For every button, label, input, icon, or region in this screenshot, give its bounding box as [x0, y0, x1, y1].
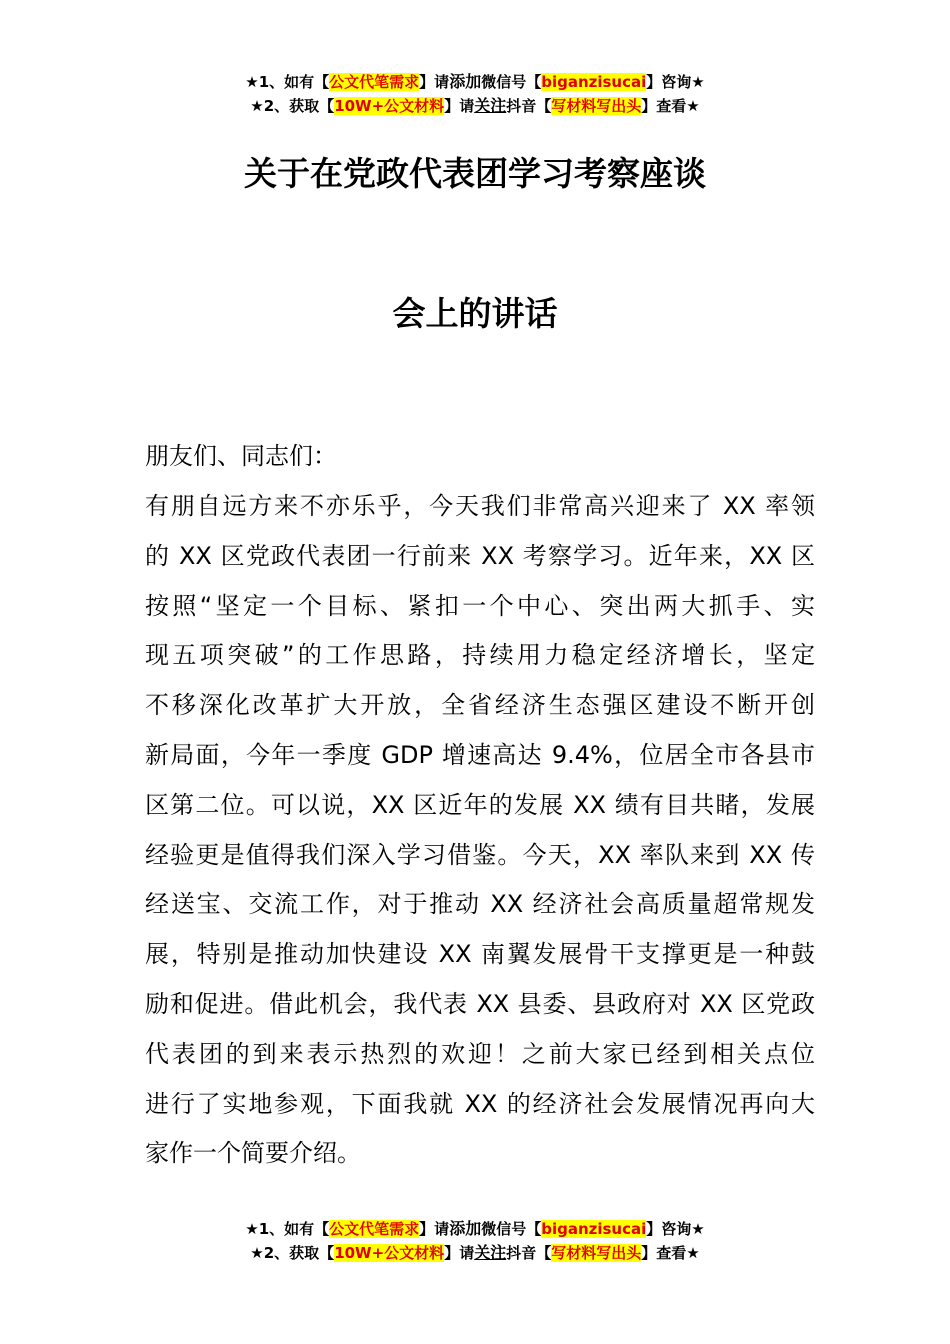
- banner-text: 】查看★: [641, 97, 700, 115]
- banner-emphasis: 关注: [474, 96, 507, 115]
- banner-emphasis: 添加: [449, 1219, 482, 1238]
- banner-highlight-douyin-account: 写材料写出头: [551, 1244, 642, 1262]
- banner-text: ★2、获取【: [250, 97, 335, 115]
- banner-emphasis: 添加: [449, 72, 482, 91]
- document-title-line-2: 会上的讲话: [392, 294, 558, 333]
- banner-text: 】请: [419, 1220, 450, 1238]
- body-line: 现五项突破”的工作思路，持续用力稳定经济增长，坚定: [145, 641, 815, 670]
- banner-text: 】咨询★: [646, 1220, 705, 1238]
- footer-banner-line-1: [0, 1217, 950, 1241]
- banner-text: 】请: [444, 97, 475, 115]
- banner-highlight-materials: 10W+公文材料: [334, 1244, 445, 1262]
- banner-highlight-wechat-id: biganzisucai: [541, 73, 647, 91]
- body-line-last: 家作一个简要介绍。: [145, 1139, 361, 1168]
- body-line: 不移深化改革扩大开放，全省经济生态强区建设不断开创: [145, 691, 815, 720]
- banner-text: 抖音【: [506, 1244, 552, 1262]
- banner-text: 】查看★: [641, 1244, 700, 1262]
- banner-highlight-service: 公文代笔需求: [329, 1220, 420, 1238]
- banner-text: 】咨询★: [646, 73, 705, 91]
- body-line: 代表团的到来表示热烈的欢迎！之前大家已经到相关点位: [145, 1039, 815, 1068]
- body-line: 按照“坚定一个目标、紧扣一个中心、突出两大抓手、实: [145, 591, 815, 620]
- banner-emphasis: 关注: [474, 1243, 507, 1262]
- salutation: 朋友们、同志们：: [145, 442, 337, 470]
- banner-text: 微信号【: [481, 73, 542, 91]
- document-title-line-1: 关于在党政代表团学习考察座谈: [244, 154, 706, 193]
- body-line: 有朋自远方来不亦乐乎，今天我们非常高兴迎来了 XX 率领: [145, 492, 815, 520]
- footer-banner-line-2: [0, 1241, 950, 1265]
- body-line: 励和促进。借此机会，我代表 XX 县委、县政府对 XX 区党政: [145, 989, 815, 1018]
- speech-body: [145, 482, 815, 1179]
- banner-highlight-douyin-account: 写材料写出头: [551, 97, 642, 115]
- banner-text: 】请: [444, 1244, 475, 1262]
- body-line: 展，特别是推动加快建设 XX 南翼发展骨干支撑更是一种鼓: [145, 940, 815, 969]
- body-line: 区第二位。可以说，XX 区近年的发展 XX 绩有目共睹，发展: [145, 790, 815, 819]
- body-line: 经送宝、交流工作，对于推动 XX 经济社会高质量超常规发: [145, 890, 815, 919]
- body-line: 的 XX 区党政代表团一行前来 XX 考察学习。近年来，XX 区: [145, 541, 815, 570]
- banner-highlight-service: 公文代笔需求: [329, 73, 420, 91]
- footer-banner: [0, 1217, 950, 1265]
- banner-highlight-materials: 10W+公文材料: [334, 97, 445, 115]
- header-banner-line-1: [0, 70, 950, 94]
- banner-text: 抖音【: [506, 97, 552, 115]
- banner-text: 】请: [419, 73, 450, 91]
- banner-text: 微信号【: [481, 1220, 542, 1238]
- body-line: 经验更是值得我们深入学习借鉴。今天，XX 率队来到 XX 传: [145, 840, 815, 869]
- body-line: 进行了实地参观，下面我就 XX 的经济社会发展情况再向大: [145, 1089, 815, 1118]
- banner-text: ★1、如有【: [245, 73, 330, 91]
- body-line: 新局面，今年一季度 GDP 增速高达 9.4%，位居全市各县市: [145, 740, 815, 769]
- banner-text: ★1、如有【: [245, 1220, 330, 1238]
- banner-text: ★2、获取【: [250, 1244, 335, 1262]
- header-banner: [0, 70, 950, 118]
- banner-highlight-wechat-id: biganzisucai: [541, 1220, 647, 1238]
- header-banner-line-2: [0, 94, 950, 118]
